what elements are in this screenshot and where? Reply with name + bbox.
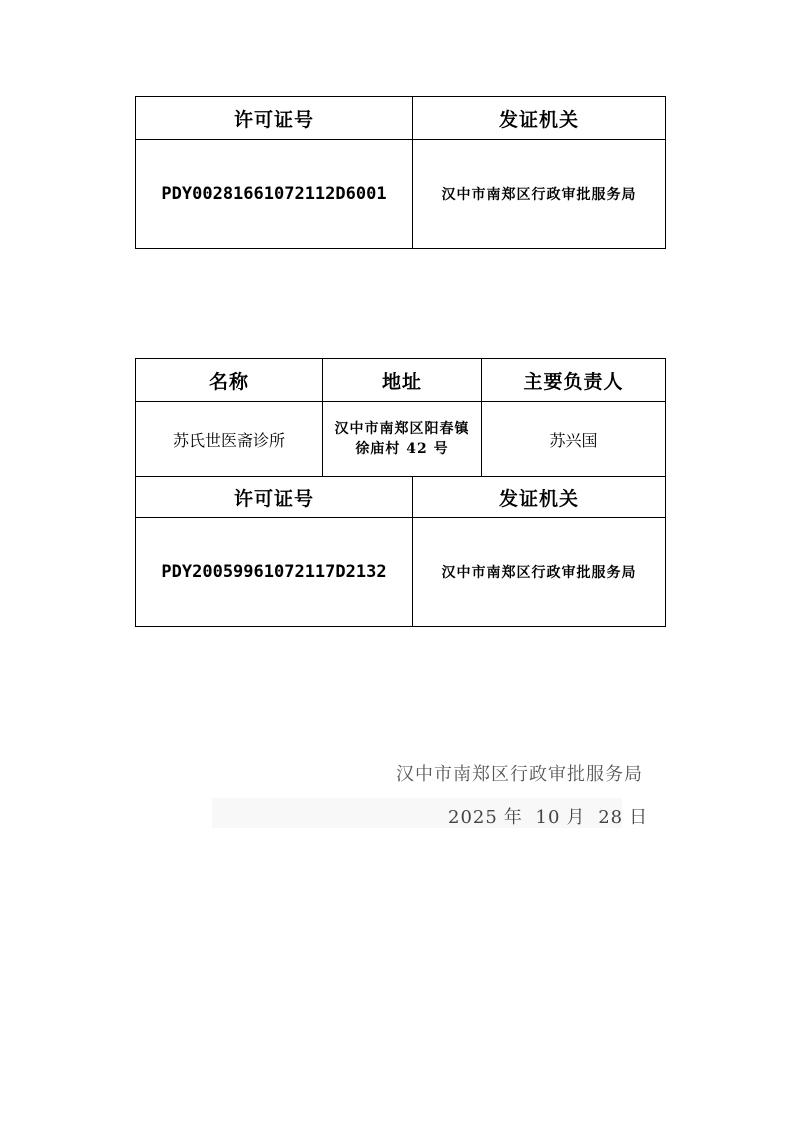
license-no-header: 许可证号 [136, 97, 413, 140]
address-value [323, 402, 482, 477]
license-no-header: 许可证号 [136, 477, 413, 518]
license-no-value: PDY20059961072117D2132 [136, 518, 413, 627]
date-month-unit: 月 [566, 807, 586, 828]
clinic-name-value: 苏氏世医斋诊所 [136, 402, 323, 477]
issuer-header: 发证机关 [413, 477, 666, 518]
license-table-2 [135, 476, 666, 627]
principal-header: 主要负责人 [482, 359, 666, 402]
address-header: 地址 [323, 359, 482, 402]
issuer-value: 汉中市南郑区行政审批服务局 [413, 518, 666, 627]
issuer-header: 发证机关 [413, 97, 666, 140]
name-header: 名称 [136, 359, 323, 402]
date-year: 2025 [448, 807, 498, 828]
footer-date [448, 803, 654, 829]
issuer-value: 汉中市南郑区行政审批服务局 [413, 140, 666, 249]
date-year-unit: 年 [503, 807, 523, 828]
principal-value: 苏兴国 [482, 402, 666, 477]
date-day-unit: 日 [629, 807, 649, 828]
clinic-info-table [135, 358, 666, 477]
date-month: 10 [535, 807, 561, 828]
address-line-2: 徐庙村 42 号 [355, 441, 449, 457]
footer-authority: 汉中市南郑区行政审批服务局 [396, 764, 643, 785]
date-day: 28 [598, 807, 624, 828]
address-line-1: 汉中市南郑区阳春镇 [334, 421, 470, 437]
license-no-value: PDY00281661072112D6001 [136, 140, 413, 249]
license-table-1 [135, 96, 666, 249]
